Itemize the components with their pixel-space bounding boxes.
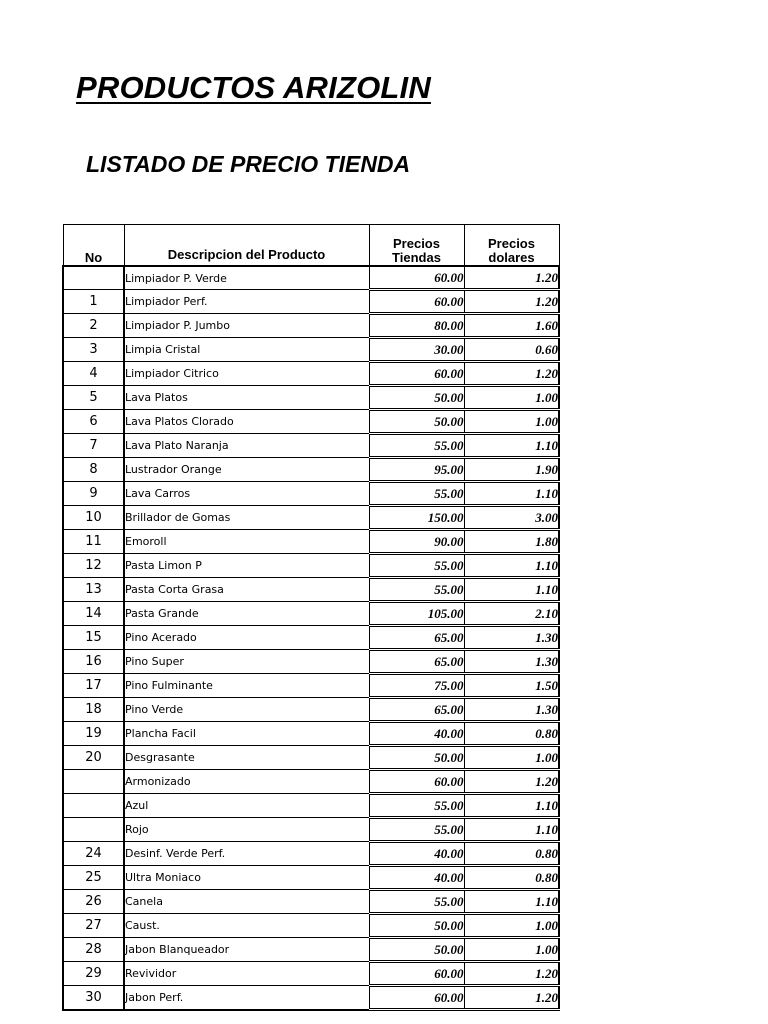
cell-description: Lava Platos Clorado	[124, 410, 369, 434]
cell-description: Limpia Cristal	[124, 338, 369, 362]
cell-precio-dolar: 1.10	[464, 554, 559, 578]
table-row	[63, 626, 559, 650]
cell-precio-dolar: 1.80	[464, 530, 559, 554]
cell-no	[63, 794, 124, 818]
table-row	[63, 986, 559, 1010]
table-row	[63, 386, 559, 410]
cell-precio-dolar: 1.10	[464, 434, 559, 458]
price-table	[62, 224, 560, 1011]
cell-description: Limpiador P. Jumbo	[124, 314, 369, 338]
cell-description: Lava Platos	[124, 386, 369, 410]
cell-description: Jabon Perf.	[124, 986, 369, 1010]
cell-precio-tienda: 55.00	[369, 818, 464, 842]
cell-precio-dolar: 1.20	[464, 962, 559, 986]
cell-no: 24	[63, 842, 124, 866]
cell-precio-dolar: 1.10	[464, 794, 559, 818]
cell-precio-tienda: 55.00	[369, 482, 464, 506]
table-row	[63, 722, 559, 746]
cell-precio-dolar: 0.60	[464, 338, 559, 362]
cell-no: 8	[63, 458, 124, 482]
cell-no: 7	[63, 434, 124, 458]
cell-no: 2	[63, 314, 124, 338]
table-row	[63, 866, 559, 890]
cell-description: Caust.	[124, 914, 369, 938]
header-precios-tiendas	[369, 225, 464, 267]
table-row	[63, 770, 559, 794]
cell-precio-tienda: 50.00	[369, 938, 464, 962]
cell-no: 5	[63, 386, 124, 410]
cell-precio-tienda: 30.00	[369, 338, 464, 362]
cell-precio-tienda: 50.00	[369, 746, 464, 770]
cell-precio-tienda: 50.00	[369, 386, 464, 410]
table-row	[63, 530, 559, 554]
cell-precio-dolar: 1.30	[464, 698, 559, 722]
cell-precio-tienda: 90.00	[369, 530, 464, 554]
cell-description: Emoroll	[124, 530, 369, 554]
cell-description: Pino Acerado	[124, 626, 369, 650]
cell-description: Pasta Limon P	[124, 554, 369, 578]
cell-no: 27	[63, 914, 124, 938]
cell-precio-tienda: 55.00	[369, 890, 464, 914]
cell-precio-dolar: 1.30	[464, 650, 559, 674]
cell-precio-tienda: 55.00	[369, 578, 464, 602]
header-description: Descripcion del Producto	[124, 225, 369, 267]
table-row	[63, 650, 559, 674]
cell-precio-dolar: 1.10	[464, 818, 559, 842]
cell-precio-dolar: 1.10	[464, 578, 559, 602]
cell-description: Lustrador Orange	[124, 458, 369, 482]
cell-precio-tienda: 55.00	[369, 554, 464, 578]
cell-precio-tienda: 105.00	[369, 602, 464, 626]
cell-no: 11	[63, 530, 124, 554]
table-row	[63, 914, 559, 938]
table-row	[63, 698, 559, 722]
table-row	[63, 938, 559, 962]
cell-description: Canela	[124, 890, 369, 914]
cell-precio-dolar: 2.10	[464, 602, 559, 626]
cell-description: Limpiador Perf.	[124, 290, 369, 314]
cell-precio-dolar: 1.20	[464, 290, 559, 314]
cell-precio-tienda: 60.00	[369, 962, 464, 986]
cell-precio-dolar: 0.80	[464, 722, 559, 746]
cell-description: Desgrasante	[124, 746, 369, 770]
cell-precio-tienda: 40.00	[369, 722, 464, 746]
cell-description: Rojo	[124, 818, 369, 842]
cell-no: 14	[63, 602, 124, 626]
cell-no: 25	[63, 866, 124, 890]
cell-description: Ultra Moniaco	[124, 866, 369, 890]
cell-precio-dolar: 1.10	[464, 890, 559, 914]
cell-precio-dolar: 1.00	[464, 410, 559, 434]
cell-no: 17	[63, 674, 124, 698]
cell-precio-tienda: 65.00	[369, 698, 464, 722]
table-row	[63, 746, 559, 770]
cell-no	[63, 818, 124, 842]
cell-precio-dolar: 3.00	[464, 506, 559, 530]
cell-precio-tienda: 75.00	[369, 674, 464, 698]
table-row	[63, 266, 559, 290]
cell-description: Pasta Corta Grasa	[124, 578, 369, 602]
cell-no: 10	[63, 506, 124, 530]
cell-no: 30	[63, 986, 124, 1010]
table-row	[63, 842, 559, 866]
page-title: PRODUCTOS ARIZOLIN	[76, 70, 431, 105]
cell-precio-tienda: 60.00	[369, 290, 464, 314]
cell-no: 19	[63, 722, 124, 746]
header-precios-tiendas-line1: Precios	[393, 236, 440, 251]
cell-precio-dolar: 1.00	[464, 746, 559, 770]
table-row	[63, 434, 559, 458]
cell-description: Pino Verde	[124, 698, 369, 722]
cell-precio-tienda: 65.00	[369, 626, 464, 650]
cell-precio-tienda: 60.00	[369, 986, 464, 1010]
table-row	[63, 962, 559, 986]
cell-precio-dolar: 1.50	[464, 674, 559, 698]
cell-no: 3	[63, 338, 124, 362]
cell-description: Pino Fulminante	[124, 674, 369, 698]
table-row	[63, 818, 559, 842]
cell-precio-tienda: 50.00	[369, 914, 464, 938]
cell-no	[63, 770, 124, 794]
header-precios-tiendas-line2: Tiendas	[392, 250, 441, 265]
table-row	[63, 602, 559, 626]
cell-precio-dolar: 1.00	[464, 386, 559, 410]
cell-no: 9	[63, 482, 124, 506]
cell-no: 12	[63, 554, 124, 578]
cell-no	[63, 266, 124, 290]
cell-precio-tienda: 55.00	[369, 434, 464, 458]
cell-precio-dolar: 0.80	[464, 866, 559, 890]
cell-precio-dolar: 0.80	[464, 842, 559, 866]
table-row	[63, 794, 559, 818]
cell-precio-tienda: 55.00	[369, 794, 464, 818]
cell-precio-tienda: 80.00	[369, 314, 464, 338]
cell-no: 13	[63, 578, 124, 602]
cell-no: 16	[63, 650, 124, 674]
table-row	[63, 362, 559, 386]
cell-no: 6	[63, 410, 124, 434]
table-row	[63, 458, 559, 482]
cell-precio-dolar: 1.20	[464, 266, 559, 290]
cell-precio-tienda: 95.00	[369, 458, 464, 482]
cell-precio-dolar: 1.00	[464, 914, 559, 938]
cell-precio-tienda: 60.00	[369, 362, 464, 386]
table-row	[63, 290, 559, 314]
cell-no: 26	[63, 890, 124, 914]
table-row	[63, 578, 559, 602]
header-precios-dolares	[464, 225, 559, 267]
cell-description: Armonizado	[124, 770, 369, 794]
cell-precio-tienda: 60.00	[369, 770, 464, 794]
cell-no: 18	[63, 698, 124, 722]
cell-no: 15	[63, 626, 124, 650]
cell-precio-dolar: 1.20	[464, 770, 559, 794]
cell-no: 4	[63, 362, 124, 386]
cell-no: 28	[63, 938, 124, 962]
table-header-row	[63, 225, 559, 267]
table-row	[63, 554, 559, 578]
table-row	[63, 506, 559, 530]
cell-description: Pasta Grande	[124, 602, 369, 626]
cell-precio-dolar: 1.30	[464, 626, 559, 650]
table-row	[63, 410, 559, 434]
cell-description: Limpiador Citrico	[124, 362, 369, 386]
header-no: No	[63, 225, 124, 267]
cell-description: Desinf. Verde Perf.	[124, 842, 369, 866]
table-row	[63, 482, 559, 506]
cell-precio-dolar: 1.90	[464, 458, 559, 482]
table-row	[63, 890, 559, 914]
cell-description: Lava Plato Naranja	[124, 434, 369, 458]
header-precios-dolares-line1: Precios	[488, 236, 535, 251]
cell-precio-dolar: 1.20	[464, 362, 559, 386]
cell-precio-tienda: 40.00	[369, 842, 464, 866]
cell-description: Limpiador P. Verde	[124, 266, 369, 290]
cell-no: 1	[63, 290, 124, 314]
cell-precio-dolar: 1.20	[464, 986, 559, 1010]
table-row	[63, 674, 559, 698]
cell-precio-tienda: 50.00	[369, 410, 464, 434]
cell-description: Pino Super	[124, 650, 369, 674]
header-precios-dolares-line2: dolares	[488, 250, 535, 265]
cell-precio-dolar: 1.10	[464, 482, 559, 506]
cell-precio-tienda: 40.00	[369, 866, 464, 890]
cell-description: Lava Carros	[124, 482, 369, 506]
cell-precio-tienda: 65.00	[369, 650, 464, 674]
cell-precio-dolar: 1.00	[464, 938, 559, 962]
cell-description: Revividor	[124, 962, 369, 986]
cell-no: 29	[63, 962, 124, 986]
cell-description: Azul	[124, 794, 369, 818]
cell-no: 20	[63, 746, 124, 770]
table-row	[63, 314, 559, 338]
cell-precio-tienda: 150.00	[369, 506, 464, 530]
cell-description: Plancha Facil	[124, 722, 369, 746]
table-row	[63, 338, 559, 362]
cell-precio-dolar: 1.60	[464, 314, 559, 338]
cell-description: Brillador de Gomas	[124, 506, 369, 530]
cell-precio-tienda: 60.00	[369, 266, 464, 290]
cell-description: Jabon Blanqueador	[124, 938, 369, 962]
page-subtitle: LISTADO DE PRECIO TIENDA	[86, 151, 411, 177]
